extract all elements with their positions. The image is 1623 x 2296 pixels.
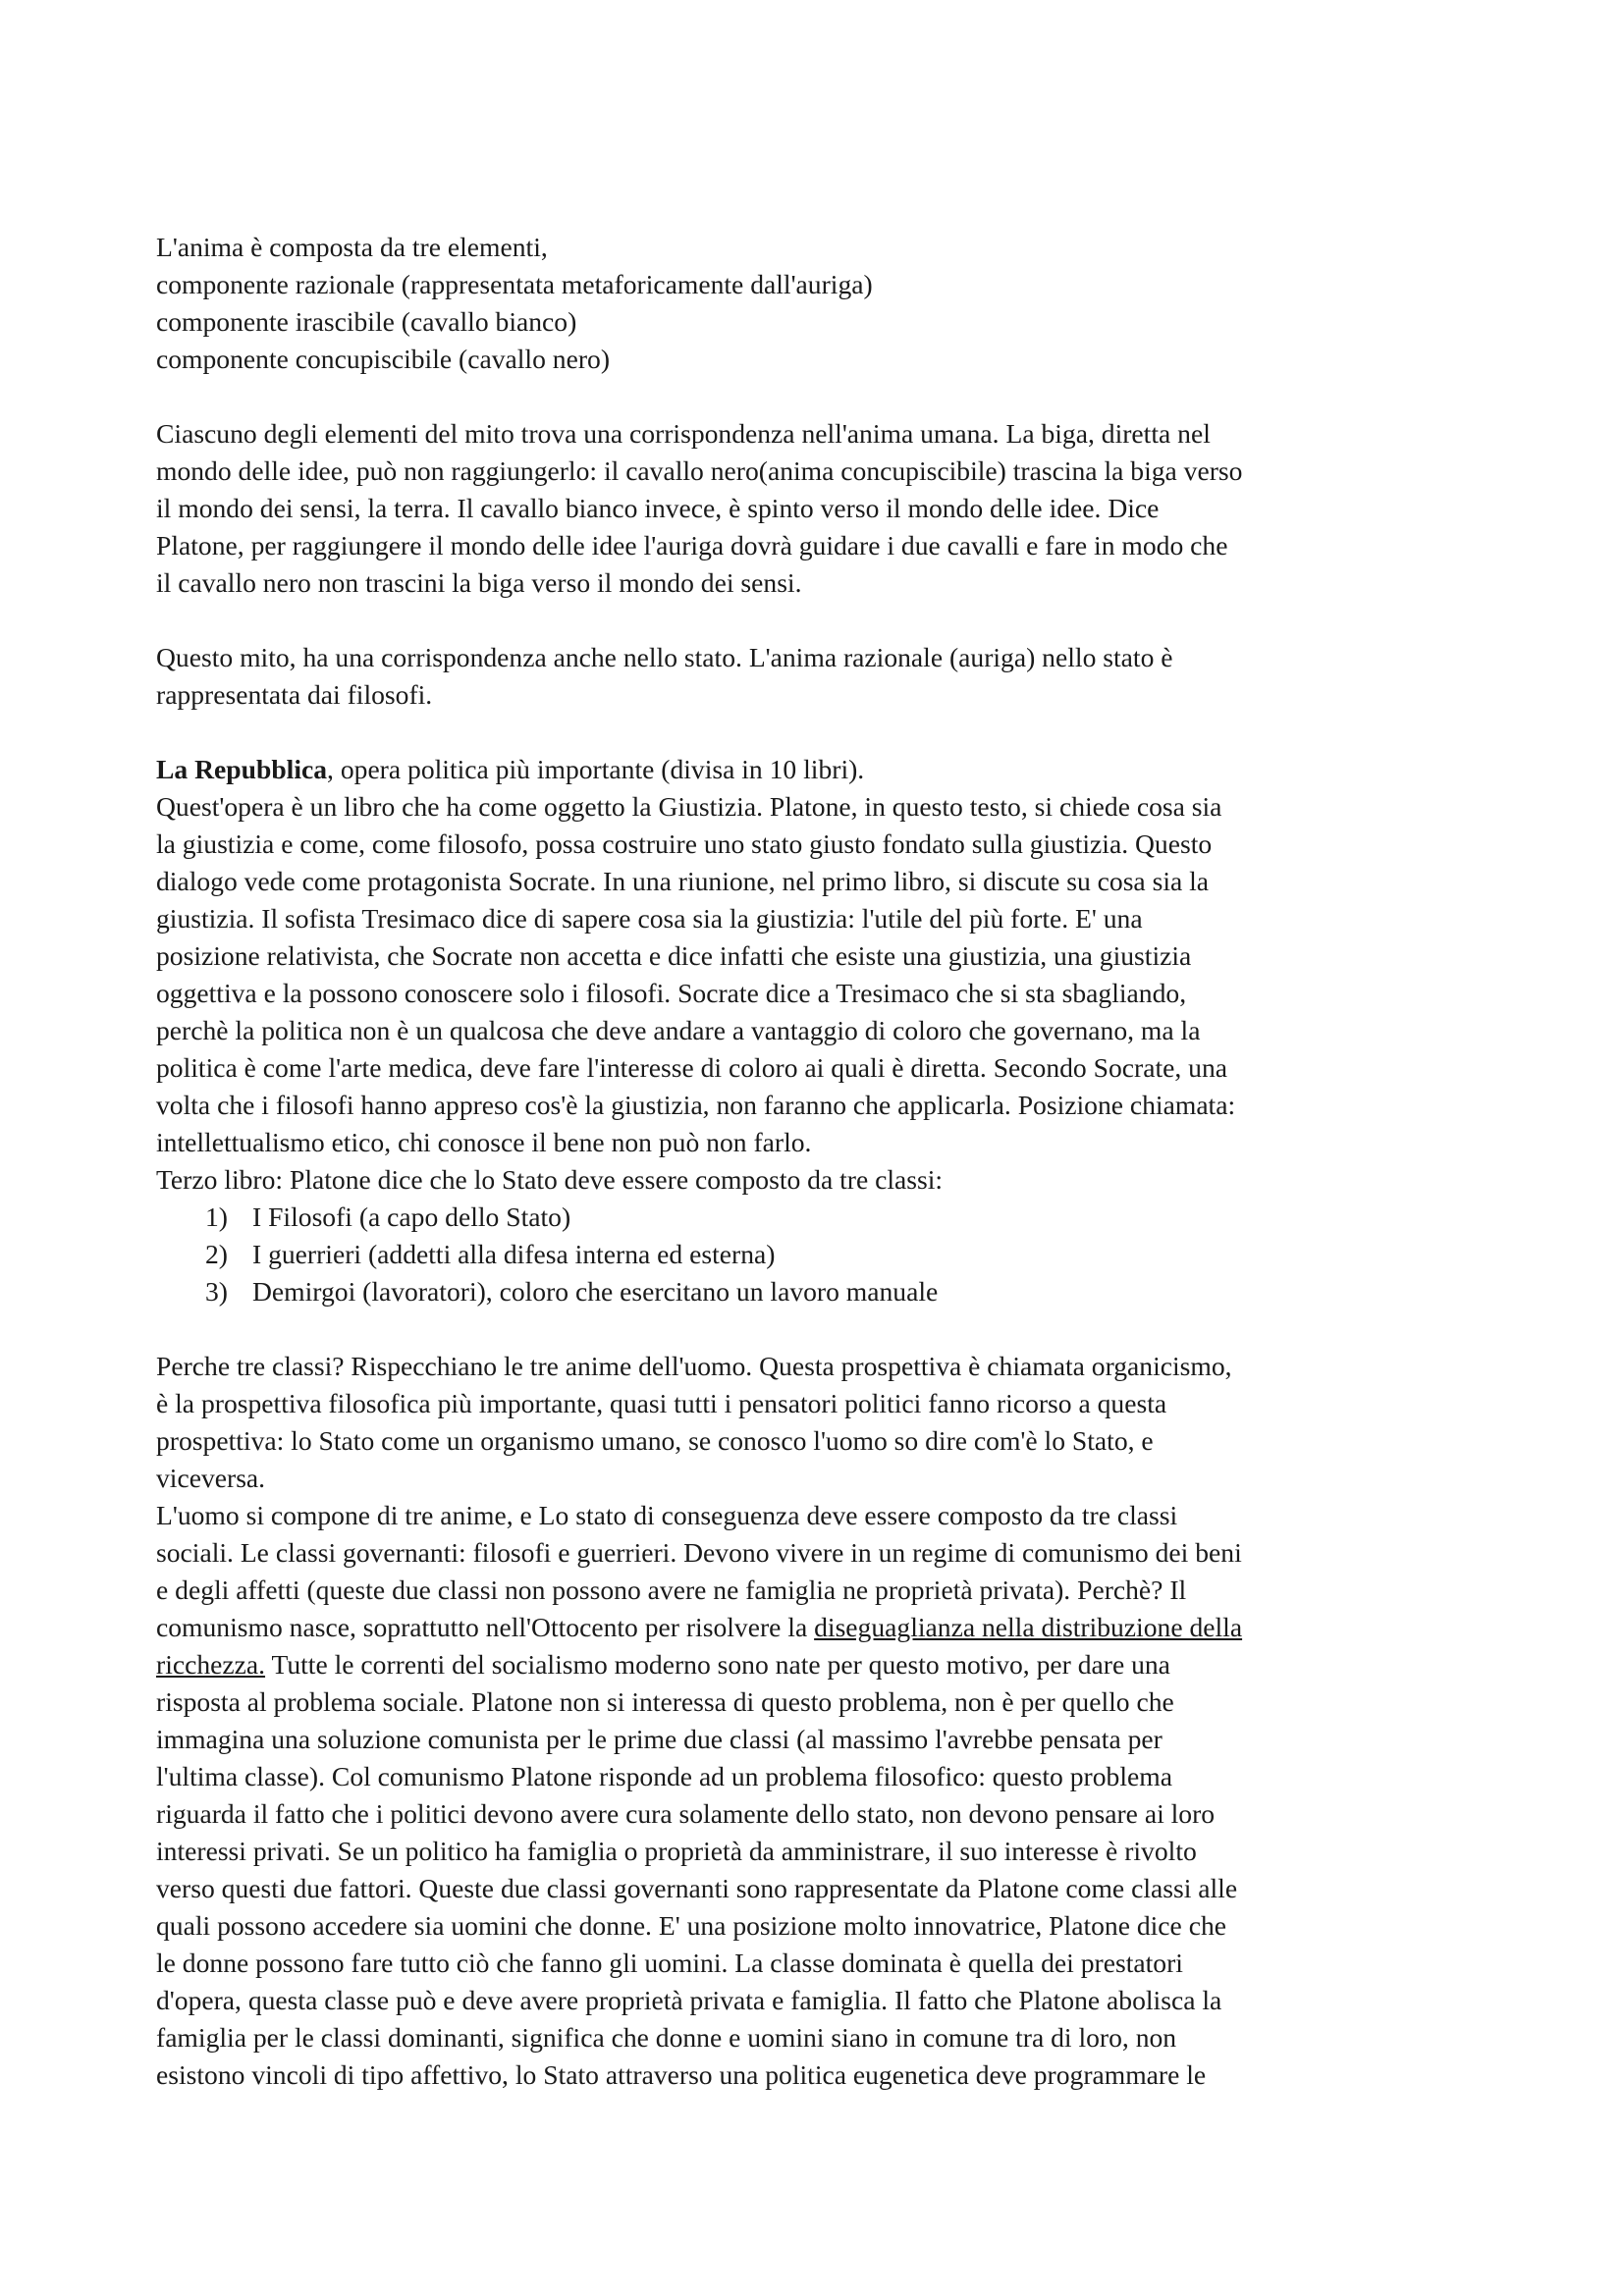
paragraph-repubblica xyxy=(156,751,1477,1199)
list-number: 2) xyxy=(205,1239,228,1269)
text-line: esistono vincoli di tipo affettivo, lo Stato attraverso una politica eugenetica deve programmare le xyxy=(156,2059,1207,2090)
text-line: oggettiva e la possono conoscere solo i filosofi. Socrate dice a Tresimaco che si sta sbagliando, xyxy=(156,978,1187,1008)
text-line: Platone, per raggiungere il mondo delle idee l'auriga dovrà guidare i due cavalli e fare in modo che xyxy=(156,530,1228,561)
paragraph-gap xyxy=(156,1310,1477,1348)
text-line: sociali. Le classi governanti: filosofi e guerrieri. Devono vivere in un regime di comunismo dei beni xyxy=(156,1537,1242,1568)
text-line: dialogo vede come protagonista Socrate. In una riunione, nel primo libro, si discute su cosa sia la xyxy=(156,866,1210,896)
text-span: Tutte le correnti del socialismo moderno sono nate per questo motivo, per dare una xyxy=(265,1649,1170,1680)
paragraph-gap xyxy=(156,602,1477,639)
text-line: Quest'opera è un libro che ha come oggetto la Giustizia. Platone, in questo testo, si chiede cosa sia xyxy=(156,791,1222,822)
text-line: famiglia per le classi dominanti, significa che donne e uomini siano in comune tra di loro, non xyxy=(156,2022,1177,2053)
comunismo-line xyxy=(156,1609,1477,1646)
text-line: Terzo libro: Platone dice che lo Stato deve essere composto da tre classi: xyxy=(156,1164,944,1195)
underlined-text: diseguaglianza nella distribuzione della xyxy=(814,1612,1243,1642)
text-line: e degli affetti (queste due classi non possono avere ne famiglia ne proprietà privata). Perchè? Il xyxy=(156,1575,1187,1605)
list-item xyxy=(156,1199,1477,1236)
list-item xyxy=(156,1273,1477,1310)
paragraph-classi xyxy=(156,1348,1477,2094)
list-item-text: I guerrieri (addetti alla difesa interna ed esterna) xyxy=(252,1239,776,1269)
document-body xyxy=(156,229,1477,2094)
text-line: intellettualismo etico, chi conosce il bene non può non farlo. xyxy=(156,1127,812,1157)
classes-list xyxy=(156,1199,1477,1310)
text-line: L'uomo si compone di tre anime, e Lo stato di conseguenza deve essere composto da tre classi xyxy=(156,1500,1178,1530)
text-line: perchè la politica non è un qualcosa che deve andare a vantaggio di coloro che governano, ma la xyxy=(156,1015,1201,1045)
text-line: prospettiva: lo Stato come un organismo umano, se conosco l'uomo so dire com'è lo Stato, e xyxy=(156,1425,1154,1456)
text-line: L'anima è composta da tre elementi, xyxy=(156,232,548,262)
paragraph-gap xyxy=(156,378,1477,415)
text-line: Perche tre classi? Rispecchiano le tre anime dell'uomo. Questa prospettiva è chiamata organicismo, xyxy=(156,1351,1232,1381)
text-line: Ciascuno degli elementi del mito trova una corrispondenza nell'anima umana. La biga, diretta nel xyxy=(156,418,1211,449)
paragraph-gap xyxy=(156,714,1477,751)
text-line: viceversa. xyxy=(156,1463,266,1493)
text-line: posizione relativista, che Socrate non accetta e dice infatti che esiste una giustizia, una giustizia xyxy=(156,940,1192,971)
text-line: interessi privati. Se un politico ha famiglia o proprietà da amministrare, il suo interesse è rivolto xyxy=(156,1836,1197,1866)
list-number: 1) xyxy=(205,1201,228,1232)
text-line: mondo delle idee, può non raggiungerlo: il cavallo nero(anima concupiscibile) trascina la biga verso xyxy=(156,455,1243,486)
underlined-text: ricchezza. xyxy=(156,1649,266,1680)
list-number: 3) xyxy=(205,1276,228,1307)
text-line: le donne possono fare tutto ciò che fanno gli uomini. La classe dominata è quella dei prestatori xyxy=(156,1948,1183,1978)
text-line: componente concupiscibile (cavallo nero) xyxy=(156,344,611,374)
text-line: immagina una soluzione comunista per le prime due classi (al massimo l'avrebbe pensata per xyxy=(156,1724,1163,1754)
text-line: riguarda il fatto che i politici devono avere cura solamente dello stato, non devono pensare ai loro xyxy=(156,1798,1216,1829)
text-line: il mondo dei sensi, la terra. Il cavallo bianco invece, è spinto verso il mondo delle idee. Dice xyxy=(156,493,1160,523)
text-line: Questo mito, ha una corrispondenza anche nello stato. L'anima razionale (auriga) nello stato è xyxy=(156,642,1173,672)
intro-block xyxy=(156,229,1477,378)
repubblica-title-rest: , opera politica più importante (divisa in 10 libri). xyxy=(327,754,865,784)
text-line: la giustizia e come, come filosofo, possa costruire uno stato giusto fondato sulla giustizia. Questo xyxy=(156,828,1213,859)
text-line: l'ultima classe). Col comunismo Platone risponde ad un problema filosofico: questo problema xyxy=(156,1761,1172,1791)
text-line: componente irascibile (cavallo bianco) xyxy=(156,306,577,337)
text-line: giustizia. Il sofista Tresimaco dice di sapere cosa sia la giustizia: l'utile del più forte. E' una xyxy=(156,903,1143,934)
text-line: è la prospettiva filosofica più importante, quasi tutti i pensatori politici fanno ricorso a questa xyxy=(156,1388,1167,1418)
list-item-text: I Filosofi (a capo dello Stato) xyxy=(252,1201,571,1232)
text-line: risposta al problema sociale. Platone non si interessa di questo problema, non è per quello che xyxy=(156,1686,1174,1717)
text-line: componente razionale (rappresentata metaforicamente dall'auriga) xyxy=(156,269,873,299)
list-item-text: Demirgoi (lavoratori), coloro che esercitano un lavoro manuale xyxy=(252,1276,939,1307)
repubblica-title: La Repubblica xyxy=(156,754,328,784)
text-line: d'opera, questa classe può e deve avere proprietà privata e famiglia. Il fatto che Platone abolisca la xyxy=(156,1985,1222,2015)
list-item xyxy=(156,1236,1477,1273)
text-line: verso questi due fattori. Queste due classi governanti sono rappresentate da Platone come classi alle xyxy=(156,1873,1238,1903)
text-line: il cavallo nero non trascini la biga verso il mondo dei sensi. xyxy=(156,567,802,598)
text-line: volta che i filosofi hanno appreso cos'è la giustizia, non faranno che applicarla. Posizione chiamata: xyxy=(156,1090,1236,1120)
text-line: rappresentata dai filosofi. xyxy=(156,679,433,710)
ricchezza-line xyxy=(156,1646,1477,1683)
text-span: comunismo nasce, soprattutto nell'Ottocento per risolvere la xyxy=(156,1612,815,1642)
paragraph-stato xyxy=(156,639,1477,714)
text-line: quali possono accedere sia uomini che donne. E' una posizione molto innovatrice, Platone dice che xyxy=(156,1910,1226,1941)
repubblica-heading-line xyxy=(156,751,1477,788)
paragraph-mito xyxy=(156,415,1477,602)
text-line: politica è come l'arte medica, deve fare l'interesse di coloro ai quali è diretta. Secondo Socrate, una xyxy=(156,1052,1228,1083)
